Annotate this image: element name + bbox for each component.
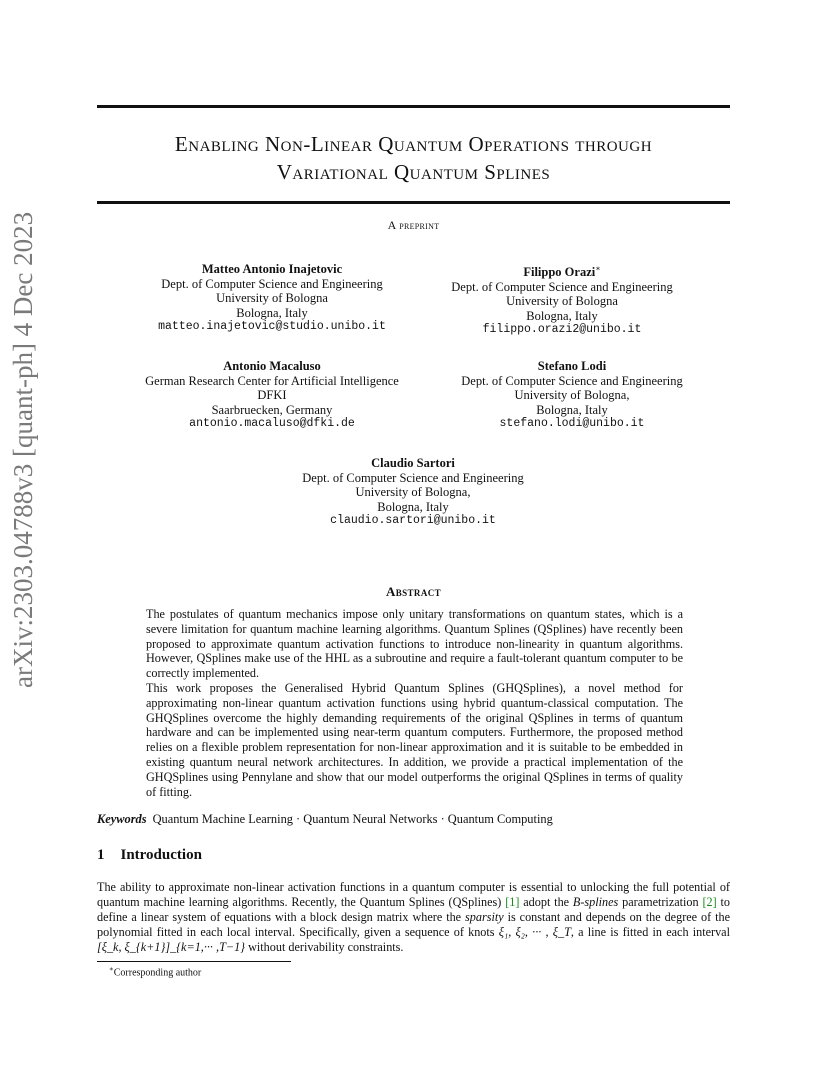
paper-title bbox=[97, 130, 730, 186]
citation-link[interactable]: [2] bbox=[702, 895, 717, 909]
author-email[interactable]: matteo.inajetovic@studio.unibo.it bbox=[158, 320, 386, 333]
abstract-body bbox=[146, 607, 683, 799]
emphasis-text: B-splines bbox=[572, 895, 619, 909]
introduction-paragraph bbox=[97, 880, 730, 955]
author-name: Stefano Lodi bbox=[537, 359, 607, 373]
author-affiliation: Dept. of Computer Science and Engineering bbox=[161, 276, 383, 291]
abstract-heading: Abstract bbox=[385, 584, 442, 599]
abstract-paragraph: This work proposes the Generalised Hybrid Quantum Splines (GHQSplines), a novel method for approximating non-linear quantum activation functions using hybrid quantum-classical computation. The GHQSplines overcome the highly demanding requirements of the original QSplines in terms of quantum hardware and can be implemented using near-term quantum computers. Furthermore, the proposed method relies on a flexible problem representation for non-linear approximation and it is suitable to be embedded in existing quantum neural network architectures. In addition, we provide a practical implementation of the GHQSplines using Pennylane and show that our model outperforms the original QSplines in terms of quality of fitting. bbox=[146, 680, 683, 799]
body-text: to define a linear system of equations with a block design matrix where the bbox=[97, 895, 730, 924]
body-text: is constant and depends on the degree of the polynomial fitted in each local interval. Specifically, given a sequence of knots bbox=[97, 910, 730, 939]
author-affiliation: Bologna, Italy bbox=[536, 402, 608, 417]
citation-link[interactable]: [1] bbox=[505, 895, 520, 909]
body-text: , a line is fitted in each interval bbox=[570, 925, 730, 939]
preprint-label: A preprint bbox=[387, 218, 440, 232]
footnote-rule bbox=[97, 961, 291, 962]
section-heading bbox=[97, 847, 202, 864]
footnote-mark: ∗ bbox=[109, 965, 114, 973]
author-affiliation: University of Bologna, bbox=[514, 388, 630, 402]
author-affiliation: Dept. of Computer Science and Engineering bbox=[451, 279, 673, 294]
abstract-paragraph: The postulates of quantum mechanics impose only unitary transformations on quantum states, which is a severe limitation for quantum machine learning algorithms. Quantum Splines (QSplines) have recently been proposed to approximate quantum activation functions to introduce non-linearity in quantum algorithms. However, QSplines make use of the HHL as a subroutine and require a fault-tolerant quantum computer to be correctly implemented. bbox=[146, 607, 683, 681]
footnote-text: Corresponding author bbox=[113, 967, 202, 979]
author-email[interactable]: filippo.orazi2@unibo.it bbox=[482, 323, 642, 337]
author-affiliation: Dept. of Computer Science and Engineering bbox=[461, 373, 683, 388]
arxiv-identifier-stamp: arXiv:2303.04788v3 [quant-ph] 4 Dec 2023 bbox=[8, 211, 38, 688]
author-block bbox=[412, 359, 732, 432]
author-email[interactable]: antonio.macaluso@dfki.de bbox=[189, 417, 355, 430]
math-expression: ξ₁, ξ₂, ··· , ξ_T bbox=[498, 925, 571, 939]
emphasis-text: sparsity bbox=[465, 910, 504, 924]
title-bottom-rule bbox=[97, 201, 730, 204]
author-block bbox=[402, 262, 722, 338]
footnote bbox=[109, 965, 201, 978]
author-name: Antonio Macaluso bbox=[223, 359, 321, 373]
math-expression: [ξ_k, ξ_{k+1}]_{k=1,··· ,T−1} bbox=[97, 940, 246, 954]
author-block bbox=[112, 359, 432, 432]
title-top-rule bbox=[97, 105, 730, 108]
title-line-1: Enabling Non-Linear Quantum Operations through bbox=[174, 132, 653, 156]
section-number: 1 bbox=[97, 847, 105, 863]
author-affiliation: University of Bologna bbox=[506, 294, 618, 309]
author-affiliation: DFKI bbox=[257, 388, 287, 402]
keywords-line bbox=[97, 812, 730, 827]
author-affiliation: University of Bologna, bbox=[355, 485, 471, 499]
author-affiliation: Saarbruecken, Germany bbox=[211, 402, 333, 417]
body-text: without derivability constraints. bbox=[245, 940, 404, 954]
author-affiliation: Bologna, Italy bbox=[377, 499, 449, 514]
body-text: parametrization bbox=[618, 895, 703, 909]
body-text: The ability to approximate non-linear activation functions in a quantum computer is essential to unlocking the full potential of quantum machine learning algorithms. Recently, the Quantum Splines (QSplines) bbox=[97, 880, 730, 909]
author-email[interactable]: claudio.sartori@unibo.it bbox=[330, 514, 496, 527]
author-affiliation: German Research Center for Artificial Intelligence bbox=[145, 373, 399, 388]
corresponding-author-mark: ∗ bbox=[595, 264, 601, 273]
author-block bbox=[253, 456, 573, 529]
author-affiliation: Bologna, Italy bbox=[236, 305, 308, 320]
author-affiliation: Dept. of Computer Science and Engineering bbox=[302, 470, 524, 485]
body-text: adopt the bbox=[519, 895, 573, 909]
author-name: Claudio Sartori bbox=[371, 456, 455, 470]
keywords-list: Quantum Machine Learning · Quantum Neural Networks · Quantum Computing bbox=[152, 812, 553, 826]
section-title: Introduction bbox=[120, 847, 202, 863]
author-name: Filippo Orazi∗ bbox=[523, 264, 601, 280]
title-line-2: Variational Quantum Splines bbox=[276, 160, 551, 184]
author-name: Matteo Antonio Inajetovic bbox=[201, 262, 343, 276]
author-block bbox=[112, 262, 432, 335]
keywords-label: Keywords bbox=[97, 812, 147, 826]
author-affiliation: Bologna, Italy bbox=[526, 308, 598, 323]
author-affiliation: University of Bologna bbox=[216, 291, 328, 305]
author-email[interactable]: stefano.lodi@unibo.it bbox=[499, 417, 645, 430]
